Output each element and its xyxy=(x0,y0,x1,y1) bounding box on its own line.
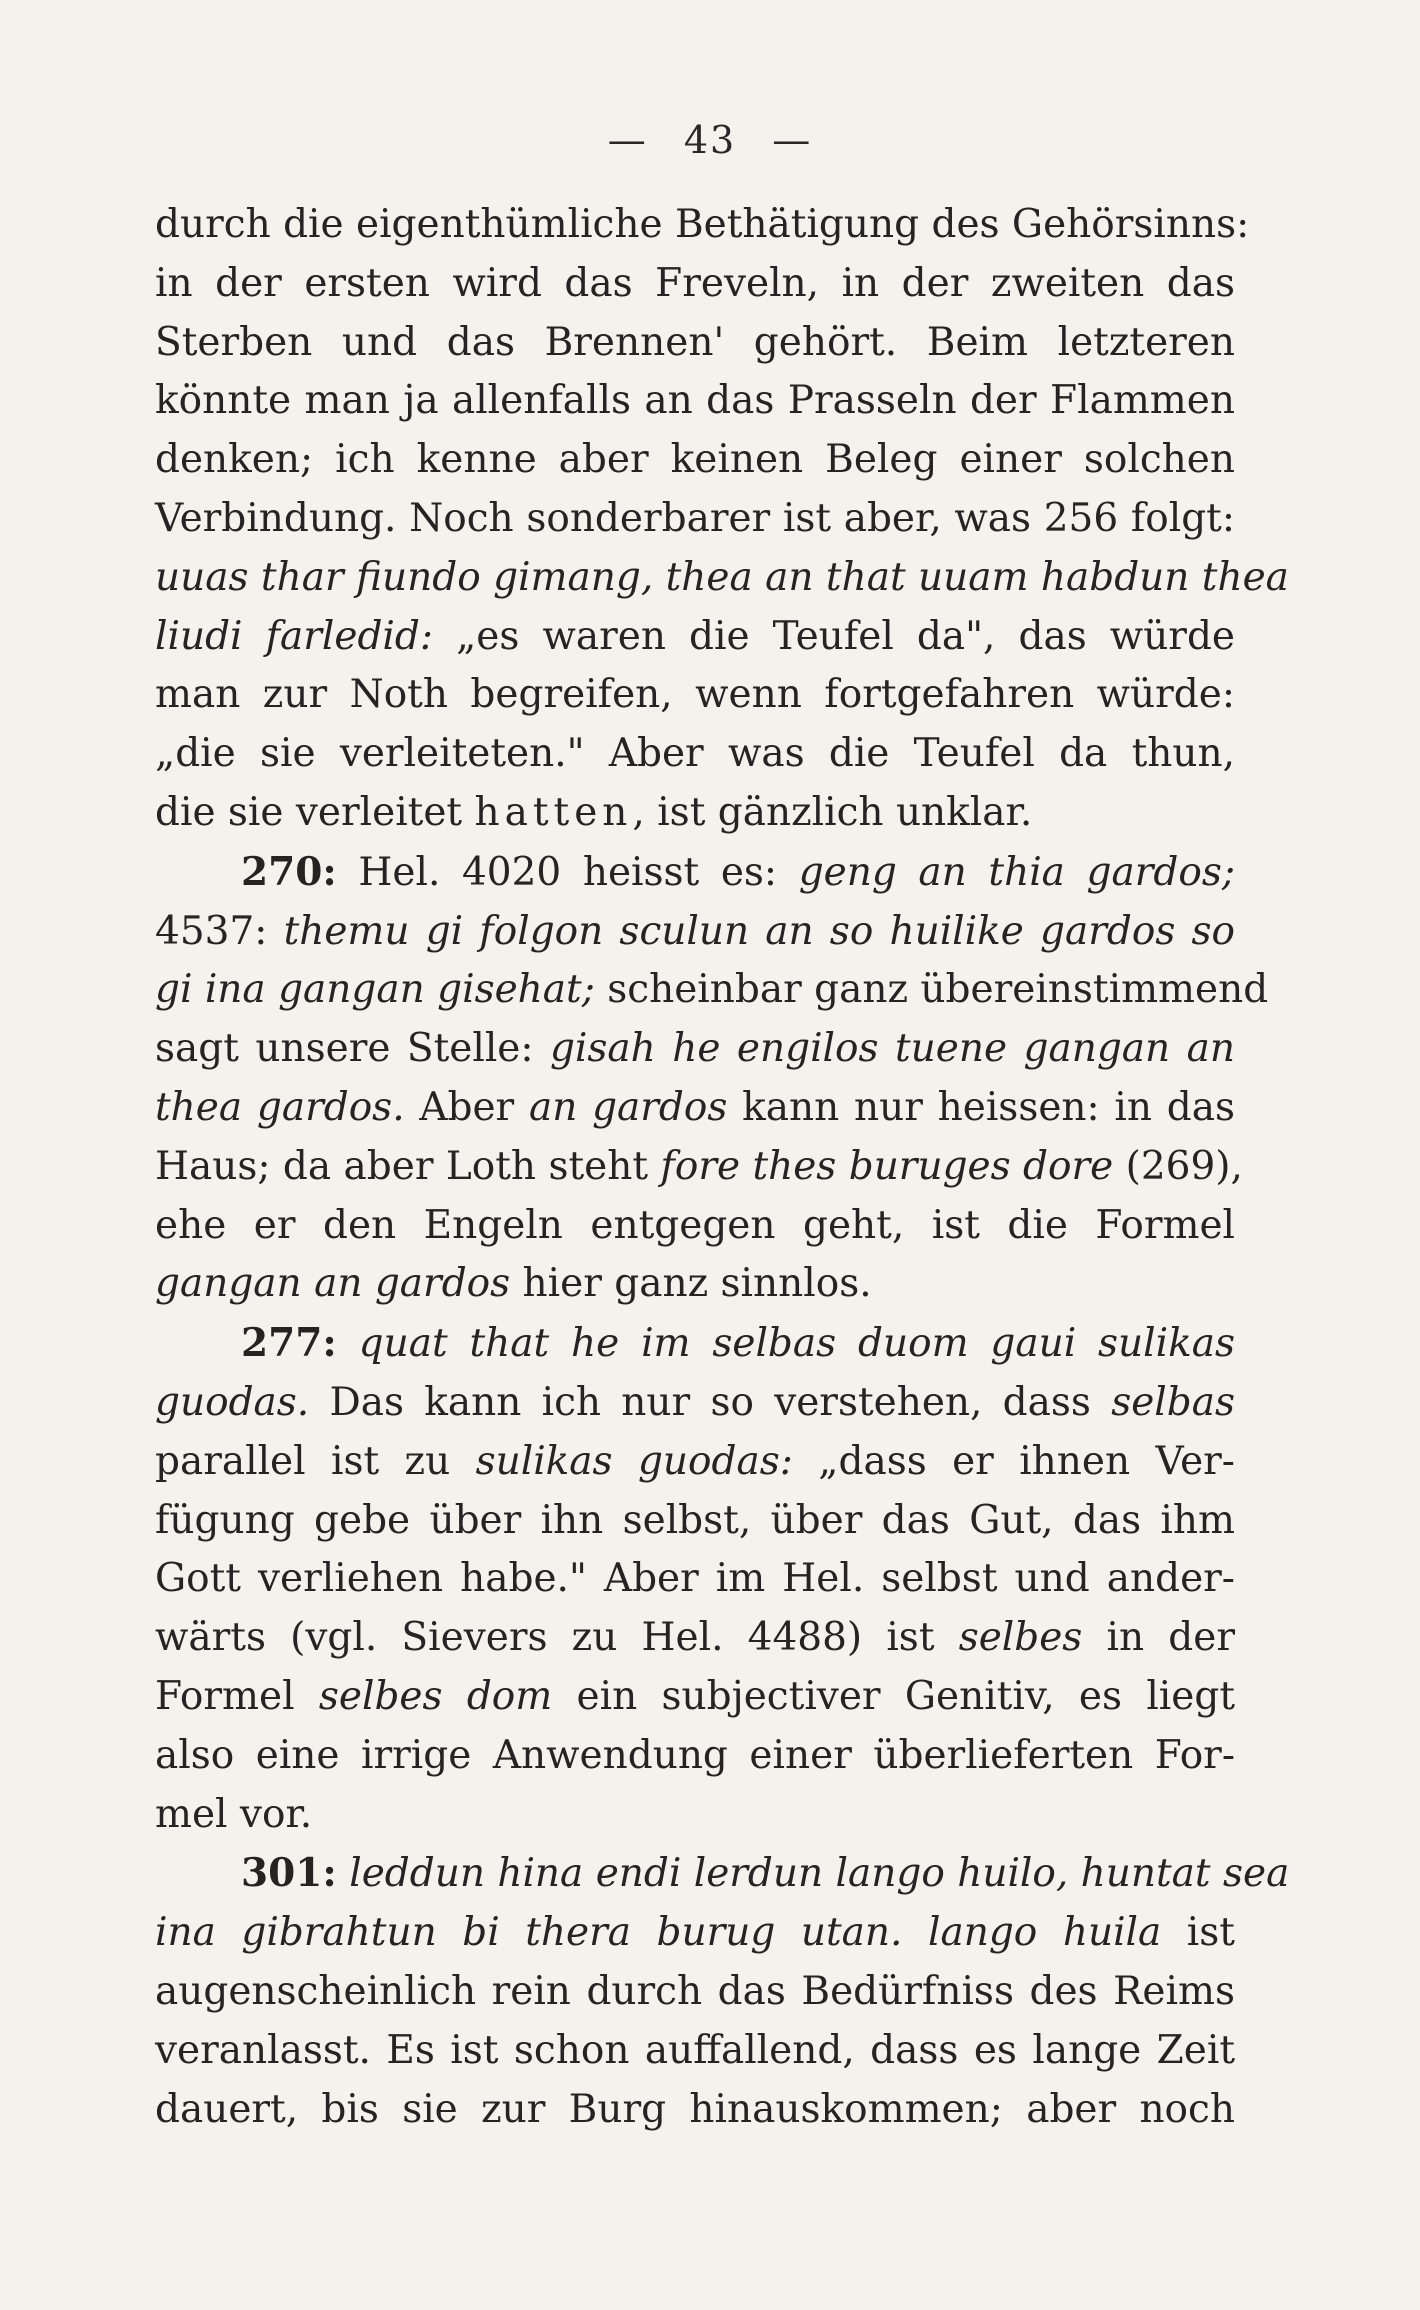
text-line xyxy=(155,1433,1235,1492)
verse-reference: 277: xyxy=(241,1320,337,1367)
italic-quote: selbas xyxy=(1111,1379,1235,1425)
italic-quote: sulikas guodas: xyxy=(475,1438,793,1484)
text-line xyxy=(155,1374,1235,1433)
paragraph xyxy=(155,843,1269,1314)
italic-quote: fore thes buruges dore xyxy=(660,1143,1114,1189)
italic-quote: ina gibrahtun bi thera burug utan. xyxy=(155,1910,903,1956)
paragraph xyxy=(155,196,1289,843)
text-line xyxy=(155,1609,1235,1668)
text-run: „es waren die Teufel da", das würde xyxy=(433,613,1235,659)
text-run: in der ersten wird das Freveln, in der zweiten das xyxy=(155,260,1235,306)
text-line xyxy=(155,1020,1235,1079)
text-run: sagt unsere Stelle: xyxy=(155,1026,550,1072)
paragraph xyxy=(155,1844,1290,2139)
text-run: „dass er ihnen Ver- xyxy=(792,1438,1235,1484)
text-line xyxy=(155,2081,1235,2140)
verse-reference: 301: xyxy=(241,1850,337,1897)
verse-reference: 270: xyxy=(241,848,337,895)
text-line xyxy=(155,2022,1235,2081)
italic-quote: gi ina gangan gisehat; xyxy=(155,967,595,1013)
text-line xyxy=(155,1550,1235,1609)
text-line xyxy=(155,1197,1235,1256)
italic-quote: selbes xyxy=(958,1615,1083,1661)
text-run: 4537: xyxy=(155,908,284,954)
text-line xyxy=(155,843,1235,903)
italic-quote: uuas thar fiundo gimang, thea an that uuam habdun thea xyxy=(155,554,1289,600)
text-line xyxy=(155,255,1235,314)
text-line xyxy=(155,1786,1235,1845)
italic-quote: thea gardos. xyxy=(155,1084,405,1130)
text-line xyxy=(155,196,1250,255)
text-run: ein subjectiver Genitiv, es liegt xyxy=(552,1673,1235,1719)
text-line xyxy=(155,1904,1235,1963)
italic-quote: gisah he engilos tuene gangan an xyxy=(549,1026,1235,1072)
text-run: dauert, bis sie zur Burg hinauskommen; aber noch xyxy=(155,2086,1235,2132)
italic-quote: an gardos xyxy=(528,1084,728,1130)
italic-quote: themu gi folgon sculun an so huilike gardos so xyxy=(283,908,1235,954)
text-run: mel vor. xyxy=(155,1791,313,1837)
text-run xyxy=(337,1321,359,1366)
text-run: veranlasst. Es ist schon auffallend, dass es lange Zeit xyxy=(155,2027,1235,2073)
text-line xyxy=(155,490,1235,549)
italic-quote: guodas. xyxy=(155,1379,310,1425)
text-run: fügung gebe über ihn selbst, über das Gut, das ihm xyxy=(155,1497,1235,1543)
text-line xyxy=(155,961,1269,1020)
italic-quote: geng an thia gardos; xyxy=(798,849,1235,895)
page-number-dash-left: — xyxy=(607,118,648,162)
text-line xyxy=(155,1492,1235,1551)
italic-quote: selbes dom xyxy=(318,1673,553,1719)
text-line xyxy=(155,1255,1235,1314)
text-run: man zur Noth begreifen, wenn fortgefahren würde: xyxy=(155,672,1235,718)
text-run: durch die eigenthümliche Bethätigung des Gehörsinns: xyxy=(155,202,1250,247)
text-run: Aber xyxy=(404,1084,529,1130)
text-line xyxy=(155,784,1235,843)
text-line xyxy=(155,1138,1243,1197)
text-line xyxy=(155,372,1235,431)
text-line xyxy=(155,725,1235,784)
text-line xyxy=(155,666,1235,725)
body-text xyxy=(155,196,1290,2139)
text-line xyxy=(155,1963,1235,2022)
italic-quote: liudi farledid: xyxy=(155,613,434,659)
text-line xyxy=(155,1727,1235,1786)
text-run: augenscheinlich rein durch das Bedürfniss des Reims xyxy=(155,1968,1235,2014)
paragraph xyxy=(155,1314,1235,1844)
text-run: ist xyxy=(1161,1910,1235,1956)
text-line xyxy=(155,1314,1235,1374)
page-number-value: 43 xyxy=(683,118,737,162)
text-line xyxy=(155,608,1235,667)
text-run: kann nur heissen: in das xyxy=(727,1084,1235,1130)
text-line xyxy=(155,1079,1235,1138)
text-run: „die sie verleiteten." Aber was die Teufel da thun, xyxy=(155,731,1235,777)
text-line xyxy=(155,549,1289,608)
text-line xyxy=(155,903,1235,962)
text-run: Hel. 4020 heisst es: xyxy=(336,849,799,895)
text-run: ehe er den Engeln entgegen geht, ist die Formel xyxy=(155,1202,1235,1248)
text-line xyxy=(155,431,1235,490)
text-run: die sie verleitet xyxy=(155,789,475,835)
text-run: also eine irrige Anwendung einer überlieferten For- xyxy=(155,1732,1235,1778)
text-run: parallel ist zu xyxy=(155,1438,476,1484)
italic-quote: lango huila xyxy=(928,1910,1162,1956)
text-run: Sterben und das Brennen' gehört. Beim letzteren xyxy=(155,319,1235,365)
text-run xyxy=(902,1910,928,1955)
text-run: hier ganz sinnlos. xyxy=(510,1261,872,1307)
page-number-dash-right: — xyxy=(772,118,813,162)
text-line xyxy=(155,1844,1290,1904)
text-run: Haus; da aber Loth steht xyxy=(155,1143,661,1189)
text-run: Das kann ich nur so verstehen, dass xyxy=(309,1379,1112,1425)
text-run: , ist gänzlich unklar. xyxy=(632,789,1033,835)
text-line xyxy=(155,1668,1235,1727)
text-line xyxy=(155,314,1235,373)
text-run: scheinbar ganz übereinstimmend xyxy=(594,967,1269,1013)
text-run: Verbindung. Noch sonderbarer ist aber, was 256 folgt: xyxy=(155,495,1235,541)
italic-quote: quat that he im selbas duom gaui sulikas xyxy=(358,1321,1235,1367)
italic-quote: leddun hina endi lerdun lango huilo, huntat sea xyxy=(349,1851,1290,1897)
text-run: in der xyxy=(1082,1615,1235,1661)
text-run: denken; ich kenne aber keinen Beleg einer solchen xyxy=(155,437,1235,483)
text-run: wärts (vgl. Sievers zu Hel. 4488) ist xyxy=(155,1615,959,1661)
text-run: Formel xyxy=(155,1673,319,1719)
italic-quote: gangan an gardos xyxy=(155,1261,511,1307)
text-run xyxy=(337,1851,349,1896)
text-run: Gott verliehen habe." Aber im Hel. selbst und ander- xyxy=(155,1556,1235,1602)
spaced-emphasis: hatten xyxy=(474,789,633,835)
page-number xyxy=(0,118,1420,162)
text-run: könnte man ja allenfalls an das Prasseln der Flammen xyxy=(155,378,1235,424)
text-run: (269), xyxy=(1113,1143,1243,1189)
